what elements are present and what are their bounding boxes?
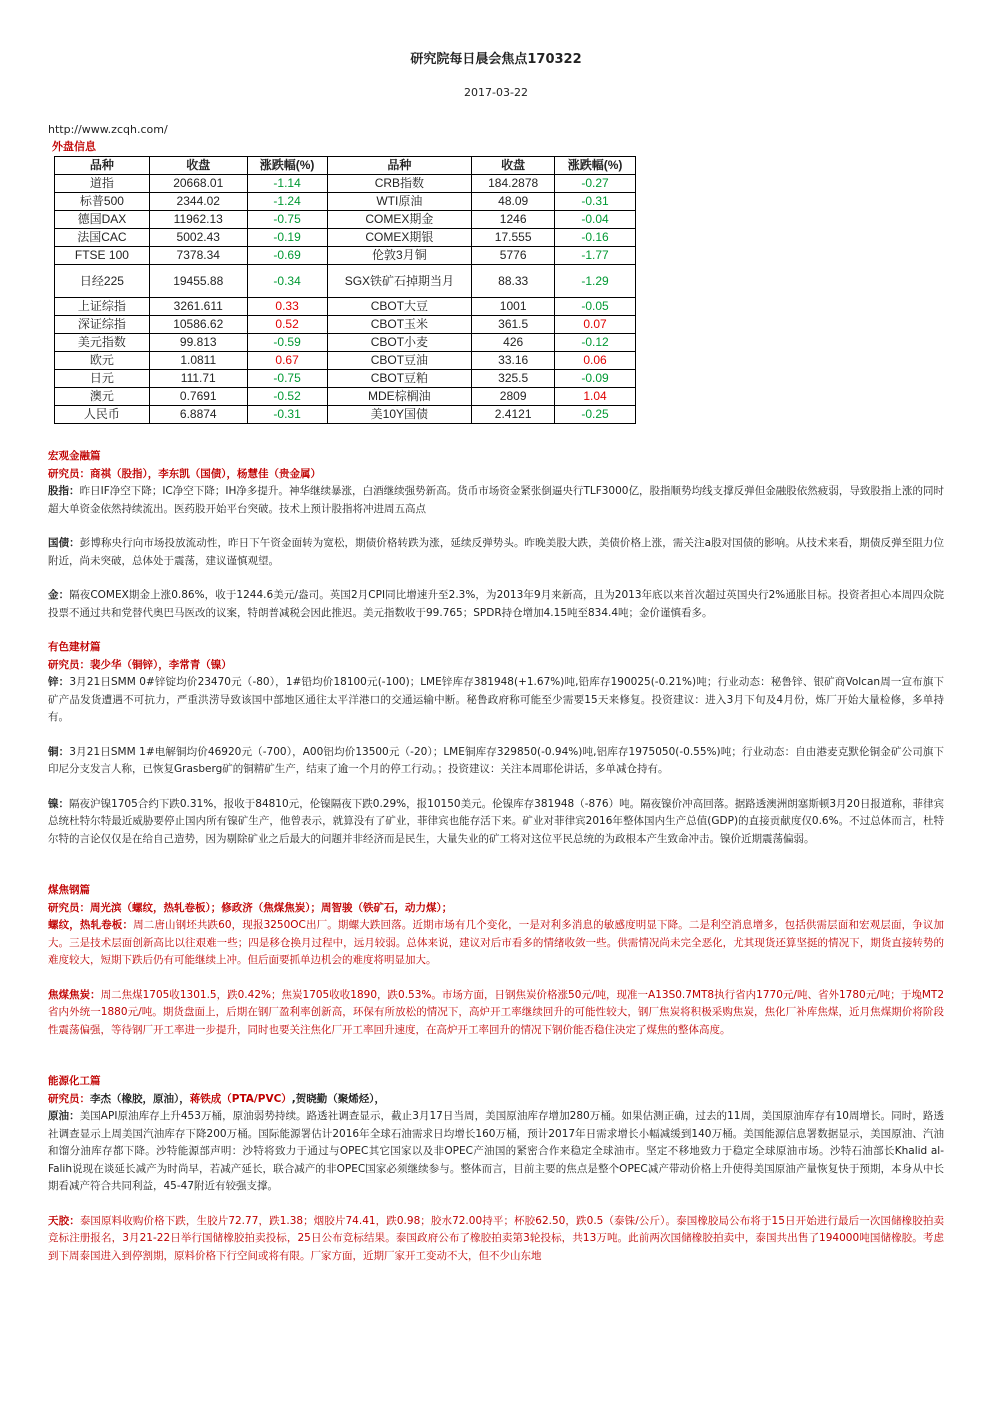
commentary-paragraph <box>48 987 944 1040</box>
cell-change-2: -0.27 <box>555 175 636 193</box>
cell-close: 3261.611 <box>149 298 247 316</box>
cell-change-2: -1.29 <box>555 265 636 298</box>
cell-name-2: WTI原油 <box>327 193 472 211</box>
cell-close: 1.0811 <box>149 352 247 370</box>
paragraph-text: 隔夜COMEX期金上涨0.86%，收于1244.6美元/盎司。英国2月CPI同比增速升至2.3%，为2013年9月来新高，且为2013年底以来首次超过英国央行2%通胀目标。投资者担心本周四众院投票不通过共和党替代奥巴马医改的议案，特朗普减税会因此推迟。美元指数收于99.765；SPDR持仓增加4.15吨至834.4吨；金价谨慎看多。 <box>48 589 945 619</box>
cell-name: 日经225 <box>55 265 150 298</box>
cell-close: 20668.01 <box>149 175 247 193</box>
cell-change-2: -0.05 <box>555 298 636 316</box>
cell-close-2: 2.4121 <box>472 406 555 424</box>
cell-name-2: CBOT豆粕 <box>327 370 472 388</box>
cell-change-2: 0.07 <box>555 316 636 334</box>
cell-name: 欧元 <box>55 352 150 370</box>
header-change-2: 涨跌幅(%) <box>555 157 636 175</box>
paragraph-text: 3月21日SMM 0#锌锭均价23470元（-80），1#铅均价18100元(-100)；LME锌库存381948(+1.67%)吨,铅库存190025(-0.21%)吨；行业动态：秘鲁锌、银矿商Volcan周一宣布旗下矿产品发货遭遇不可抗力，严重洪涝导致该国中部地区通往太平洋港口的交通运输中断。秘鲁政府称可能至少需要15天来修复。投资建议：进入3月下旬及4月份，炼厂开始大量检修，多单持有。 <box>48 676 944 723</box>
table-row <box>55 247 636 265</box>
cell-change: 0.52 <box>247 316 327 334</box>
cell-change-2: -0.25 <box>555 406 636 424</box>
cell-change: 0.33 <box>247 298 327 316</box>
cell-close-2: 1001 <box>472 298 555 316</box>
researcher-line <box>48 466 944 484</box>
paragraph-text: 昨日IF净空下降；IC净空下降；IH净多提升。神华继续暴涨，白酒继续强势新高。货币市场资金紧张倒逼央行TLF3000亿，股指顺势均线支撑反弹但金融股依然疲弱，导致股指上涨的同时超大单资金依然持续流出。医药股开始平台突破。技术上预计股指将冲进周五高点 <box>48 485 945 515</box>
paragraph-label: 金： <box>48 589 70 601</box>
cell-close: 0.7691 <box>149 388 247 406</box>
cell-name-2: CBOT玉米 <box>327 316 472 334</box>
cell-change-2: -0.09 <box>555 370 636 388</box>
report-date: 2017-03-22 <box>464 86 528 99</box>
table-header-row <box>55 157 636 175</box>
researcher-label: 研究员： <box>48 467 90 480</box>
cell-name: 深证综指 <box>55 316 150 334</box>
cell-change-2: 1.04 <box>555 388 636 406</box>
commentary-paragraph <box>48 535 944 570</box>
commentary-paragraph <box>48 674 944 727</box>
table-row <box>55 334 636 352</box>
cell-close: 11962.13 <box>149 211 247 229</box>
report-body <box>48 448 944 1282</box>
section-heading: 能源化工篇 <box>48 1075 101 1087</box>
header-close: 收盘 <box>149 157 247 175</box>
cell-name-2: SGX铁矿石掉期当月 <box>327 265 472 298</box>
header-variety: 品种 <box>55 157 150 175</box>
cell-change-2: -0.16 <box>555 229 636 247</box>
cell-close-2: 184.2878 <box>472 175 555 193</box>
cell-change-2: 0.06 <box>555 352 636 370</box>
cell-name-2: COMEX期银 <box>327 229 472 247</box>
cell-close: 5002.43 <box>149 229 247 247</box>
cell-close-2: 5776 <box>472 247 555 265</box>
table-row <box>55 316 636 334</box>
paragraph-label: 天胶： <box>48 1214 80 1227</box>
cell-close: 99.813 <box>149 334 247 352</box>
overseas-market-label: 外盘信息 <box>52 140 96 153</box>
cell-change: -1.24 <box>247 193 327 211</box>
cell-close-2: 2809 <box>472 388 555 406</box>
table-row <box>55 352 636 370</box>
cell-close-2: 426 <box>472 334 555 352</box>
cell-name-2: CBOT豆油 <box>327 352 472 370</box>
cell-change: -0.31 <box>247 406 327 424</box>
paragraph-label: 铜： <box>48 745 70 758</box>
commentary-paragraph <box>48 744 944 779</box>
cell-name: 美元指数 <box>55 334 150 352</box>
commentary-paragraph <box>48 1213 944 1266</box>
table-row <box>55 229 636 247</box>
cell-change-2: -1.77 <box>555 247 636 265</box>
paragraph-text: 隔夜沪镍1705合约下跌0.31%，报收于84810元，伦镍隔夜下跌0.29%，报10150美元。伦镍库存381948（-876）吨。隔夜镍价冲高回落。据路透澳洲朗塞斯顿3月20日报道称，菲律宾总统杜特尔特最近威胁要停止国内所有镍矿生产，他曾表示，就算没有了矿业，菲律宾也能存活下来。矿业对菲律宾2016年整体国内生产总值(GDP)的直接贡献度仅0.6%。不过总体而言，杜特尔特的言论仅仅是在给自己造势，因为剔除矿业之后最大的问题并非经济而是民生，大量失业的矿工将对这位平民总统的为政根本产生致命冲击。镍价近期震荡偏弱。 <box>48 797 944 845</box>
cell-name: 人民币 <box>55 406 150 424</box>
cell-close-2: 48.09 <box>472 193 555 211</box>
cell-change: -0.34 <box>247 265 327 298</box>
paragraph-text: 泰国原料收购价格下跌，生胶片72.77，跌1.38；烟胶片74.41，跌0.98；胶水72.00持平；杯胶62.50，跌0.5（泰铢/公斤）。泰国橡胶局公布将于15日开始进行最后一次国储橡胶拍卖竞标注册报名，3月21-22日举行国储橡胶拍卖投标，25日公布竞标结果。泰国政府公布了橡胶拍卖第3轮投标，共13万吨。此前两次国储橡胶拍卖中，泰国共出售了194000吨国储橡胶。考虑到下周泰国进入到停割期，原料价格下行空间或将有限。厂家方面，近期厂家开工变动不大，但不少山东地 <box>48 1214 945 1262</box>
section-heading: 有色建材篇 <box>48 641 101 653</box>
cell-change-2: -0.04 <box>555 211 636 229</box>
commentary-paragraph <box>48 796 944 849</box>
cell-close-2: 361.5 <box>472 316 555 334</box>
cell-change: -0.69 <box>247 247 327 265</box>
cell-close: 19455.88 <box>149 265 247 298</box>
paragraph-label: 股指： <box>48 485 80 497</box>
section-heading: 宏观金融篇 <box>48 450 101 462</box>
cell-close-2: 17.555 <box>472 229 555 247</box>
cell-change: -0.19 <box>247 229 327 247</box>
researcher-line <box>48 1091 944 1109</box>
cell-change: -0.75 <box>247 211 327 229</box>
cell-change: -0.59 <box>247 334 327 352</box>
table-row <box>55 265 636 298</box>
market-table <box>54 156 636 424</box>
table-row <box>55 298 636 316</box>
header-change: 涨跌幅(%) <box>247 157 327 175</box>
cell-change: -1.14 <box>247 175 327 193</box>
table-row <box>55 388 636 406</box>
cell-name-2: 伦敦3月铜 <box>327 247 472 265</box>
cell-name: 道指 <box>55 175 150 193</box>
researcher-names: 李杰（橡胶，原油）， <box>90 1092 190 1105</box>
paragraph-label: 原油： <box>48 1110 80 1122</box>
paragraph-label: 镍： <box>48 797 70 810</box>
cell-close: 10586.62 <box>149 316 247 334</box>
cell-close-2: 88.33 <box>472 265 555 298</box>
researcher-names: 蒋铁成（PTA/PVC） <box>189 1092 292 1105</box>
table-row <box>55 406 636 424</box>
cell-name-2: CBOT大豆 <box>327 298 472 316</box>
paragraph-text: 3月21日SMM 1#电解铜均价46920元（-700），A00铝均价13500元（-20）；LME铜库存329850(-0.94%)吨,铝库存1975050(-0.55%)吨；行业动态：自由港麦克默伦铜金矿公司旗下印尼分支发言人称，已恢复Grasberg矿的铜精矿生产，结束了逾一个月的停工行动。；投资建议：关注本周耶伦讲话，多单减仓持有。 <box>48 745 944 775</box>
cell-name: 标普500 <box>55 193 150 211</box>
cell-close: 6.8874 <box>149 406 247 424</box>
cell-change-2: -0.31 <box>555 193 636 211</box>
paragraph-text: 周二焦煤1705收1301.5，跌0.42%；焦炭1705收收1890，跌0.53%。市场方面，日钢焦炭价格涨50元/吨，现准一A13S0.7MT8执行省内1770元/吨、省外1780元/吨；于堍MT2省内外统一1880元/吨。期货盘面上，后期在钢厂盈利率创新高，环保有所放松的情况下，高炉开工率继续回升的可能性较大，钢厂焦炭将积极采购焦炭，焦化厂补库焦煤，近月焦煤期价将阶段性震荡偏强，等待钢厂开工率进一步提升，同时也要关注焦化厂开工率回升速度，在高炉开工率回升的情况下钢价能否稳住决定了煤焦的整体高度。 <box>48 988 944 1036</box>
cell-close-2: 1246 <box>472 211 555 229</box>
paragraph-label: 焦煤焦炭： <box>48 988 101 1001</box>
table-row <box>55 175 636 193</box>
commentary-paragraph <box>48 917 944 970</box>
researcher-names: ,贺晓勤（聚烯烃）， <box>291 1092 386 1105</box>
researcher-label: 研究员： <box>48 901 90 914</box>
paragraph-label: 螺纹，热轧卷板： <box>48 919 134 931</box>
cell-close: 7378.34 <box>149 247 247 265</box>
researcher-names: 周光滨（螺纹，热轧卷板）；修政济（焦煤焦炭）；周智骏（铁矿石，动力煤）； <box>90 901 453 914</box>
header-variety-2: 品种 <box>327 157 472 175</box>
paragraph-text: 彭博称央行向市场投放流动性，昨日下午资金面转为宽松，期债价格转跌为涨，延续反弹势头。昨晚美股大跌，美债价格上涨，需关注a股对国债的影响。从技术来看，期债反弹至阻力位附近，尚未突破，总体处于震荡，建议谨慎观望。 <box>48 537 945 567</box>
researcher-names: 商祺（股指），李东凯（国债），杨慧佳（贵金属） <box>90 467 321 480</box>
cell-change: -0.75 <box>247 370 327 388</box>
cell-name: FTSE 100 <box>55 247 150 265</box>
cell-name: 德国DAX <box>55 211 150 229</box>
paragraph-text: 周二唐山钢坯共跌60，现报3250OC出厂。期螺大跌回落。近期市场有几个变化，一是对利多消息的敏感度明显下降。二是利空消息增多，包括供需层面和宏观层面，争议加大。三是技术层面创新高比以往艰难一些；四是移仓换月过程中，远月较弱。总体来说，建议对后市看多的情绪收敛一些。供需情况尚未完全恶化，尤其现货还算坚挺的情况下，期货直接转势的难度较大，短期下跌后仍有可能继续上冲。但后面要抓单边机会的难度将明显加大。 <box>48 919 945 966</box>
header-close-2: 收盘 <box>472 157 555 175</box>
cell-change-2: -0.12 <box>555 334 636 352</box>
table-row <box>55 193 636 211</box>
cell-change: -0.52 <box>247 388 327 406</box>
commentary-paragraph <box>48 483 944 518</box>
site-link[interactable]: http://www.zcqh.com/ <box>48 123 168 136</box>
cell-close-2: 325.5 <box>472 370 555 388</box>
researcher-line <box>48 900 944 918</box>
cell-name-2: COMEX期金 <box>327 211 472 229</box>
researcher-label: 研究员： <box>48 658 90 671</box>
cell-change: 0.67 <box>247 352 327 370</box>
cell-name: 上证综指 <box>55 298 150 316</box>
commentary-paragraph <box>48 587 944 622</box>
table-row <box>55 211 636 229</box>
cell-name-2: CRB指数 <box>327 175 472 193</box>
cell-close: 2344.02 <box>149 193 247 211</box>
cell-close: 111.71 <box>149 370 247 388</box>
paragraph-label: 国债： <box>48 537 80 549</box>
researcher-names: 裴少华（铜锌），李常青（镍） <box>90 658 232 671</box>
cell-name-2: 美10Y国债 <box>327 406 472 424</box>
researcher-line <box>48 657 944 675</box>
cell-name: 澳元 <box>55 388 150 406</box>
cell-name: 法国CAC <box>55 229 150 247</box>
cell-name: 日元 <box>55 370 150 388</box>
table-row <box>55 370 636 388</box>
commentary-paragraph <box>48 1108 944 1196</box>
cell-name-2: MDE棕榈油 <box>327 388 472 406</box>
paragraph-label: 锌： <box>48 676 70 688</box>
section-heading: 煤焦钢篇 <box>48 884 90 896</box>
cell-close-2: 33.16 <box>472 352 555 370</box>
researcher-label: 研究员： <box>48 1092 90 1105</box>
paragraph-text: 美国API原油库存上升453万桶，原油弱势持续。路透社调查显示，截止3月17日当周，美国原油库存增加280万桶。如果估测正确，过去的11周，美国原油库存有10周增长。同时，路透社调查显示上周美国汽油库存下降200万桶。国际能源署估计2016年全球石油需求日均增长160万桶，预计2017年日需求增长小幅减缓到140万桶。美国能源信息署数据显示，美国原油、汽油和馏分油库存都下降。沙特能源部声明：沙特将致力于通过与OPEC其它国家以及非OPEC产油国的紧密合作来稳定全球油市。坚定不移地致力于稳定全球原油市场。沙特石油部长Khalid al- Falih说现在谈延长减产为时尚早，若减产延长，联合减产的非OPEC国家必须继续参与。整体而言，目前主要的焦点是整个OPEC减产带动价格上升使得美国原油产量恢复快于预期，本身从中长期看减产符合共同利益，45-47附近有较强支撑。 <box>48 1110 944 1192</box>
cell-name-2: CBOT小麦 <box>327 334 472 352</box>
page-title: 研究院每日晨会焦点170322 <box>410 52 582 67</box>
